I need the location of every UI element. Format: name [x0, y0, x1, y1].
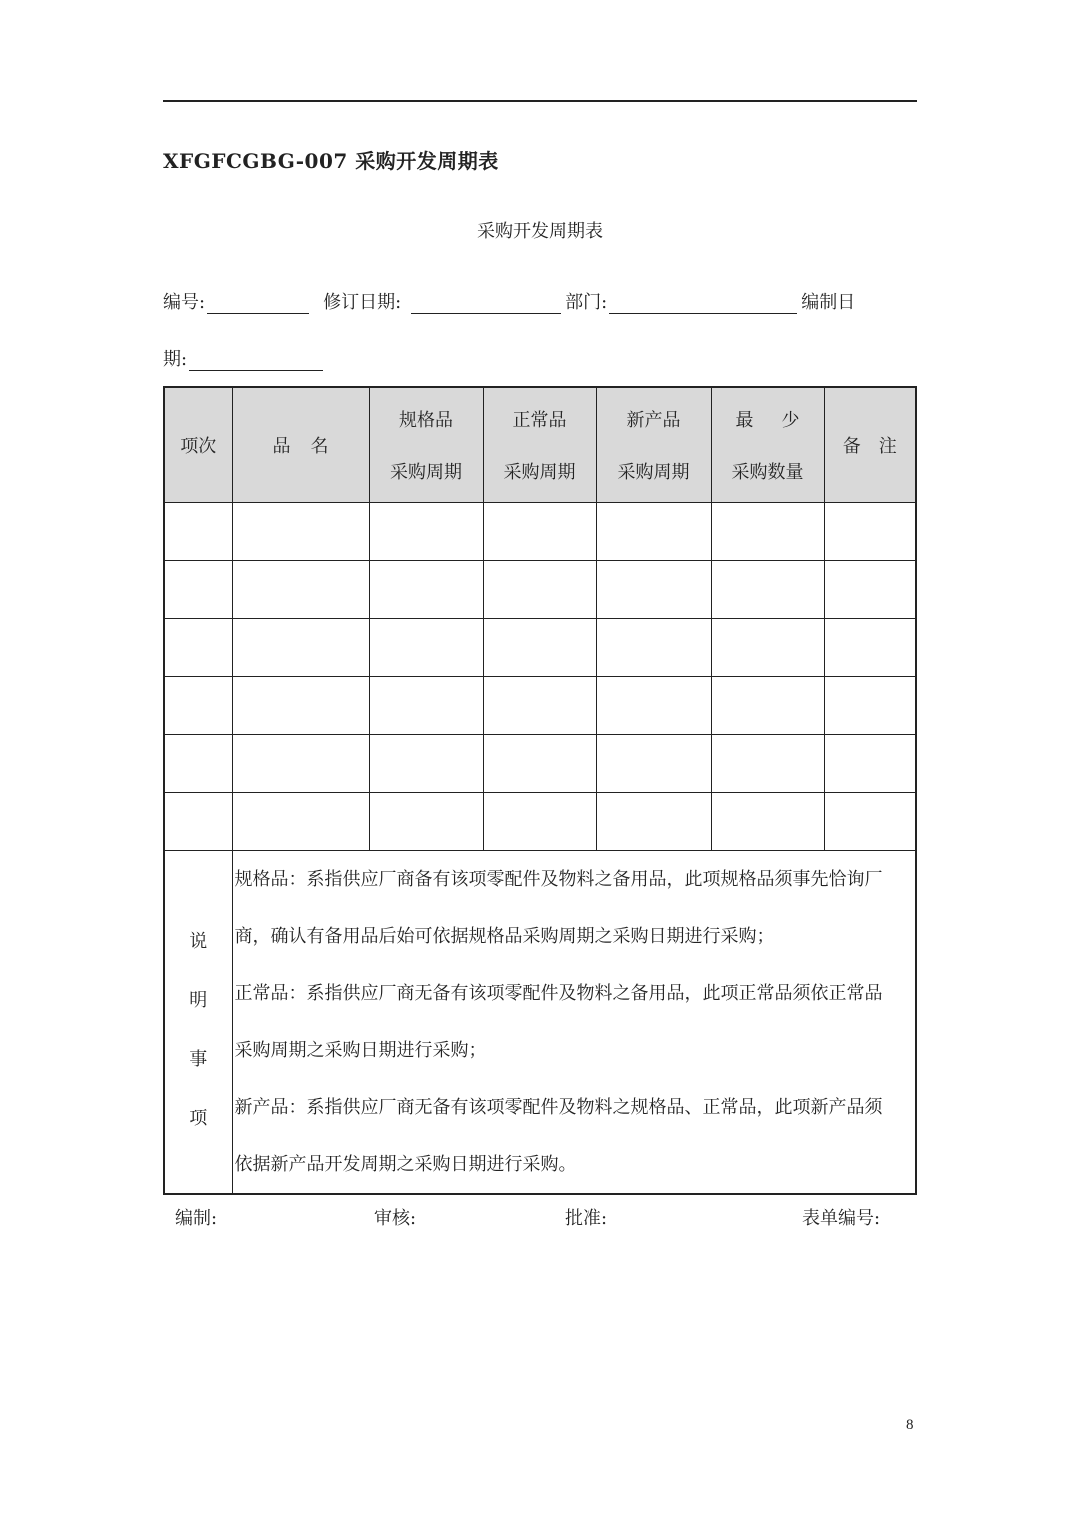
- table-cell[interactable]: [824, 793, 916, 851]
- table-cell[interactable]: [369, 561, 483, 619]
- header-spec-cycle: 规格品 采购周期: [369, 387, 483, 503]
- table-cell[interactable]: [711, 735, 824, 793]
- purchase-cycle-table: [163, 386, 917, 1195]
- table-cell[interactable]: [824, 561, 916, 619]
- table-cell[interactable]: [483, 503, 596, 561]
- table-row: [164, 561, 916, 619]
- form-number-label: 表单编号:: [802, 1208, 881, 1229]
- table-cell[interactable]: [164, 793, 232, 851]
- table-cell[interactable]: [164, 677, 232, 735]
- table-cell[interactable]: [711, 677, 824, 735]
- table-cell[interactable]: [824, 503, 916, 561]
- revision-date-label: 修订日期:: [323, 292, 402, 313]
- table-cell[interactable]: [824, 619, 916, 677]
- table-header-row: [164, 387, 916, 503]
- table-cell[interactable]: [483, 793, 596, 851]
- table-cell[interactable]: [596, 677, 711, 735]
- table-cell[interactable]: [711, 793, 824, 851]
- table-cell[interactable]: [164, 735, 232, 793]
- table-cell[interactable]: [164, 503, 232, 561]
- header-min-quantity: 最 少 采购数量: [711, 387, 824, 503]
- table-row: [164, 735, 916, 793]
- table-row: [164, 619, 916, 677]
- meta-line-1: [163, 288, 855, 314]
- notes-line: 新产品：系指供应厂商无备有该项零配件及物料之规格品、正常品，此项新产品须: [234, 1097, 883, 1118]
- notes-line: 商，确认有备用品后始可依据规格品采购周期之采购日期进行采购；: [234, 926, 775, 947]
- table-cell[interactable]: [483, 677, 596, 735]
- prepared-by-label: 编制:: [175, 1208, 218, 1229]
- table-cell[interactable]: [369, 793, 483, 851]
- notes-label: [164, 851, 232, 1195]
- page-number: 8: [906, 1417, 914, 1433]
- header-remarks: 备 注: [824, 387, 916, 503]
- table-cell[interactable]: [596, 735, 711, 793]
- notes-line: 依据新产品开发周期之采购日期进行采购。: [234, 1154, 577, 1175]
- prepared-date-field[interactable]: [189, 350, 323, 371]
- notes-label-char: 明: [189, 989, 208, 1011]
- number-field[interactable]: [207, 293, 309, 314]
- notes-body: [232, 851, 916, 1195]
- table-cell[interactable]: [483, 735, 596, 793]
- number-label: 编号:: [163, 292, 206, 313]
- table-cell[interactable]: [369, 619, 483, 677]
- table-cell[interactable]: [711, 503, 824, 561]
- document-heading: XFGFCGBG-007 采购开发周期表: [163, 149, 499, 173]
- table-cell[interactable]: [596, 793, 711, 851]
- header-new-cycle: 新产品 采购周期: [596, 387, 711, 503]
- notes-label-char: 事: [189, 1048, 208, 1070]
- table-cell[interactable]: [483, 561, 596, 619]
- table-cell[interactable]: [232, 619, 369, 677]
- prepared-date-label: 编制日: [801, 292, 856, 313]
- prepared-date-label-cont: 期:: [163, 349, 188, 370]
- table-cell[interactable]: [711, 561, 824, 619]
- department-field[interactable]: [609, 293, 797, 314]
- revision-date-field[interactable]: [411, 293, 561, 314]
- table-row: [164, 503, 916, 561]
- notes-line: 正常品：系指供应厂商无备有该项零配件及物料之备用品，此项正常品须依正常品: [234, 983, 883, 1004]
- header-regular-cycle: 正常品 采购周期: [483, 387, 596, 503]
- approved-by-label: 批准:: [565, 1208, 608, 1229]
- notes-label-char: 说: [189, 930, 208, 952]
- table-cell[interactable]: [369, 503, 483, 561]
- table-cell[interactable]: [824, 677, 916, 735]
- notes-label-char: 项: [189, 1107, 208, 1129]
- table-title: 采购开发周期表: [477, 221, 603, 242]
- table-cell[interactable]: [164, 561, 232, 619]
- header-rule: [163, 100, 917, 102]
- table-cell[interactable]: [232, 677, 369, 735]
- reviewed-by-label: 审核:: [374, 1208, 417, 1229]
- table-cell[interactable]: [711, 619, 824, 677]
- table-cell[interactable]: [369, 677, 483, 735]
- table-cell[interactable]: [232, 735, 369, 793]
- table-row: [164, 677, 916, 735]
- meta-line-2: [163, 345, 327, 371]
- table-cell[interactable]: [232, 793, 369, 851]
- notes-line: 规格品：系指供应厂商备有该项零配件及物料之备用品，此项规格品须事先恰询厂: [234, 869, 883, 890]
- department-label: 部门:: [565, 292, 608, 313]
- table-cell[interactable]: [483, 619, 596, 677]
- table-cell[interactable]: [232, 503, 369, 561]
- notes-row: [164, 851, 916, 1195]
- notes-line: 采购周期之采购日期进行采购；: [234, 1040, 487, 1061]
- header-product-name: 品 名: [232, 387, 369, 503]
- header-item-no: 项次: [164, 387, 232, 503]
- table-cell[interactable]: [596, 503, 711, 561]
- table-cell[interactable]: [596, 619, 711, 677]
- table-row: [164, 793, 916, 851]
- table-cell[interactable]: [232, 561, 369, 619]
- table-cell[interactable]: [369, 735, 483, 793]
- table-cell[interactable]: [824, 735, 916, 793]
- table-cell[interactable]: [164, 619, 232, 677]
- table-cell[interactable]: [596, 561, 711, 619]
